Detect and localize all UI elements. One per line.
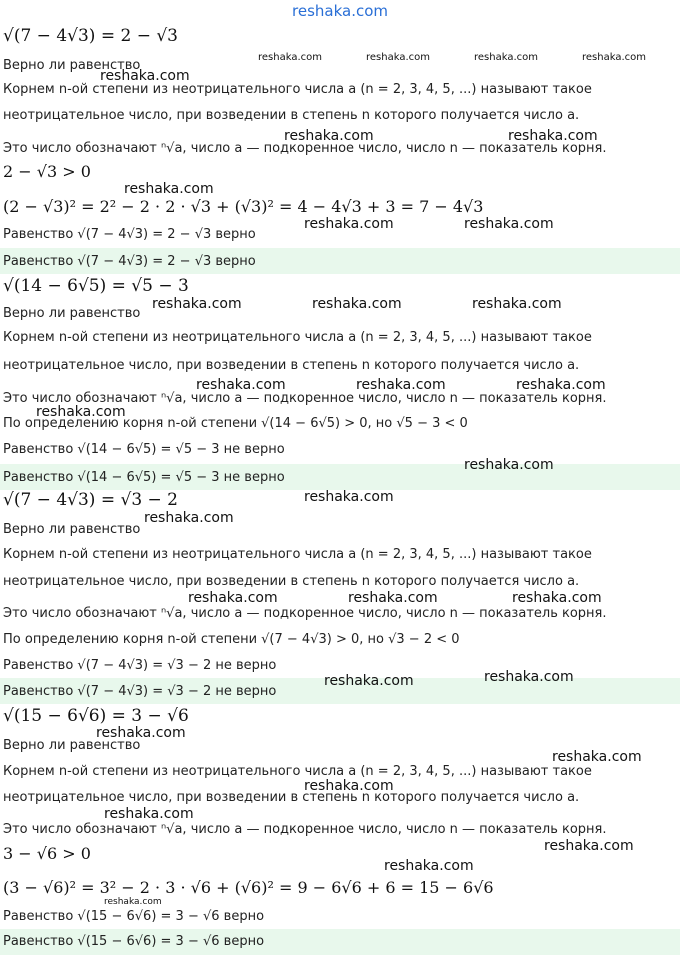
- definition-line-1: Корнем n-ой степени из неотрицательного числа a (n = 2, 3, 4, 5, ...) называют такое: [3, 764, 592, 779]
- watermark: reshaka.com: [582, 52, 646, 63]
- watermark: reshaka.com: [384, 858, 474, 874]
- equation: √(14 − 6√5) = √5 − 3: [3, 276, 189, 296]
- inequality: 2 − √3 > 0: [3, 162, 91, 181]
- result-highlighted: Равенство √(15 − 6√6) = 3 − √6 верно: [3, 934, 265, 949]
- definition-line-1: Корнем n-ой степени из неотрицательного числа a (n = 2, 3, 4, 5, ...) называют такое: [3, 330, 592, 345]
- site-logo[interactable]: reshaka.com: [292, 2, 388, 20]
- watermark: reshaka.com: [544, 838, 634, 854]
- definition-line-2: неотрицательное число, при возведении в степень n которого получается число a.: [3, 108, 580, 123]
- definition-line-2: неотрицательное число, при возведении в степень n которого получается число a.: [3, 790, 580, 805]
- question-text: Верно ли равенство: [3, 306, 141, 321]
- result-text: Равенство √(7 − 4√3) = 2 − √3 верно: [3, 227, 256, 242]
- watermark: reshaka.com: [348, 590, 438, 606]
- definition-line-3: Это число обозначают ⁿ√a, число a — подкоренное число, число n — показатель корня.: [3, 822, 607, 837]
- equation: √(7 − 4√3) = 2 − √3: [3, 26, 178, 46]
- watermark: reshaka.com: [474, 52, 538, 63]
- watermark: reshaka.com: [508, 128, 598, 144]
- inequality: По определению корня n-ой степени √(7 − 4√3) > 0, но √3 − 2 < 0: [3, 632, 460, 647]
- watermark: reshaka.com: [484, 669, 574, 685]
- equation: √(15 − 6√6) = 3 − √6: [3, 706, 189, 726]
- watermark: reshaka.com: [472, 296, 562, 312]
- watermark: reshaka.com: [512, 590, 602, 606]
- watermark: reshaka.com: [188, 590, 278, 606]
- watermark: reshaka.com: [144, 510, 234, 526]
- expansion: (2 − √3)² = 2² − 2 · 2 · √3 + (√3)² = 4 − 4√3 + 3 = 7 − 4√3: [3, 197, 484, 216]
- equation: √(7 − 4√3) = √3 − 2: [3, 490, 178, 510]
- result-text: Равенство √(15 − 6√6) = 3 − √6 верно: [3, 909, 265, 924]
- watermark: reshaka.com: [464, 216, 554, 232]
- definition-line-2: неотрицательное число, при возведении в степень n которого получается число a.: [3, 574, 580, 589]
- watermark: reshaka.com: [258, 52, 322, 63]
- definition-line-3: Это число обозначают ⁿ√a, число a — подкоренное число, число n — показатель корня.: [3, 141, 607, 156]
- result-text: Равенство √(7 − 4√3) = √3 − 2 не верно: [3, 658, 277, 673]
- definition-line-3: Это число обозначают ⁿ√a, число a — подкоренное число, число n — показатель корня.: [3, 606, 607, 621]
- watermark: reshaka.com: [516, 377, 606, 393]
- result-highlighted: Равенство √(7 − 4√3) = 2 − √3 верно: [3, 254, 256, 269]
- result-highlighted: Равенство √(14 − 6√5) = √5 − 3 не верно: [3, 470, 285, 485]
- watermark: reshaka.com: [104, 897, 162, 907]
- watermark: reshaka.com: [324, 673, 414, 689]
- definition-line-2: неотрицательное число, при возведении в степень n которого получается число a.: [3, 358, 580, 373]
- watermark: reshaka.com: [36, 404, 126, 420]
- watermark: reshaka.com: [356, 377, 446, 393]
- result-highlighted: Равенство √(7 − 4√3) = √3 − 2 не верно: [3, 684, 277, 699]
- watermark: reshaka.com: [100, 68, 190, 84]
- watermark: reshaka.com: [104, 806, 194, 822]
- watermark: reshaka.com: [152, 296, 242, 312]
- watermark: reshaka.com: [124, 181, 214, 197]
- inequality: По определению корня n-ой степени √(14 − 6√5) > 0, но √5 − 3 < 0: [3, 416, 468, 431]
- definition-line-1: Корнем n-ой степени из неотрицательного числа a (n = 2, 3, 4, 5, ...) называют такое: [3, 547, 592, 562]
- watermark: reshaka.com: [366, 52, 430, 63]
- watermark: reshaka.com: [464, 457, 554, 473]
- question-text: Верно ли равенство: [3, 58, 141, 73]
- watermark: reshaka.com: [304, 489, 394, 505]
- definition-line-1: Корнем n-ой степени из неотрицательного числа a (n = 2, 3, 4, 5, ...) называют такое: [3, 82, 592, 97]
- watermark: reshaka.com: [284, 128, 374, 144]
- watermark: reshaka.com: [304, 216, 394, 232]
- inequality: 3 − √6 > 0: [3, 844, 91, 863]
- question-text: Верно ли равенство: [3, 738, 141, 753]
- expansion: (3 − √6)² = 3² − 2 · 3 · √6 + (√6)² = 9 − 6√6 + 6 = 15 − 6√6: [3, 878, 494, 897]
- question-text: Верно ли равенство: [3, 522, 141, 537]
- watermark: reshaka.com: [196, 377, 286, 393]
- watermark: reshaka.com: [96, 725, 186, 741]
- watermark: reshaka.com: [312, 296, 402, 312]
- watermark: reshaka.com: [304, 778, 394, 794]
- definition-line-3: Это число обозначают ⁿ√a, число a — подкоренное число, число n — показатель корня.: [3, 391, 607, 406]
- watermark: reshaka.com: [552, 749, 642, 765]
- result-text: Равенство √(14 − 6√5) = √5 − 3 не верно: [3, 442, 285, 457]
